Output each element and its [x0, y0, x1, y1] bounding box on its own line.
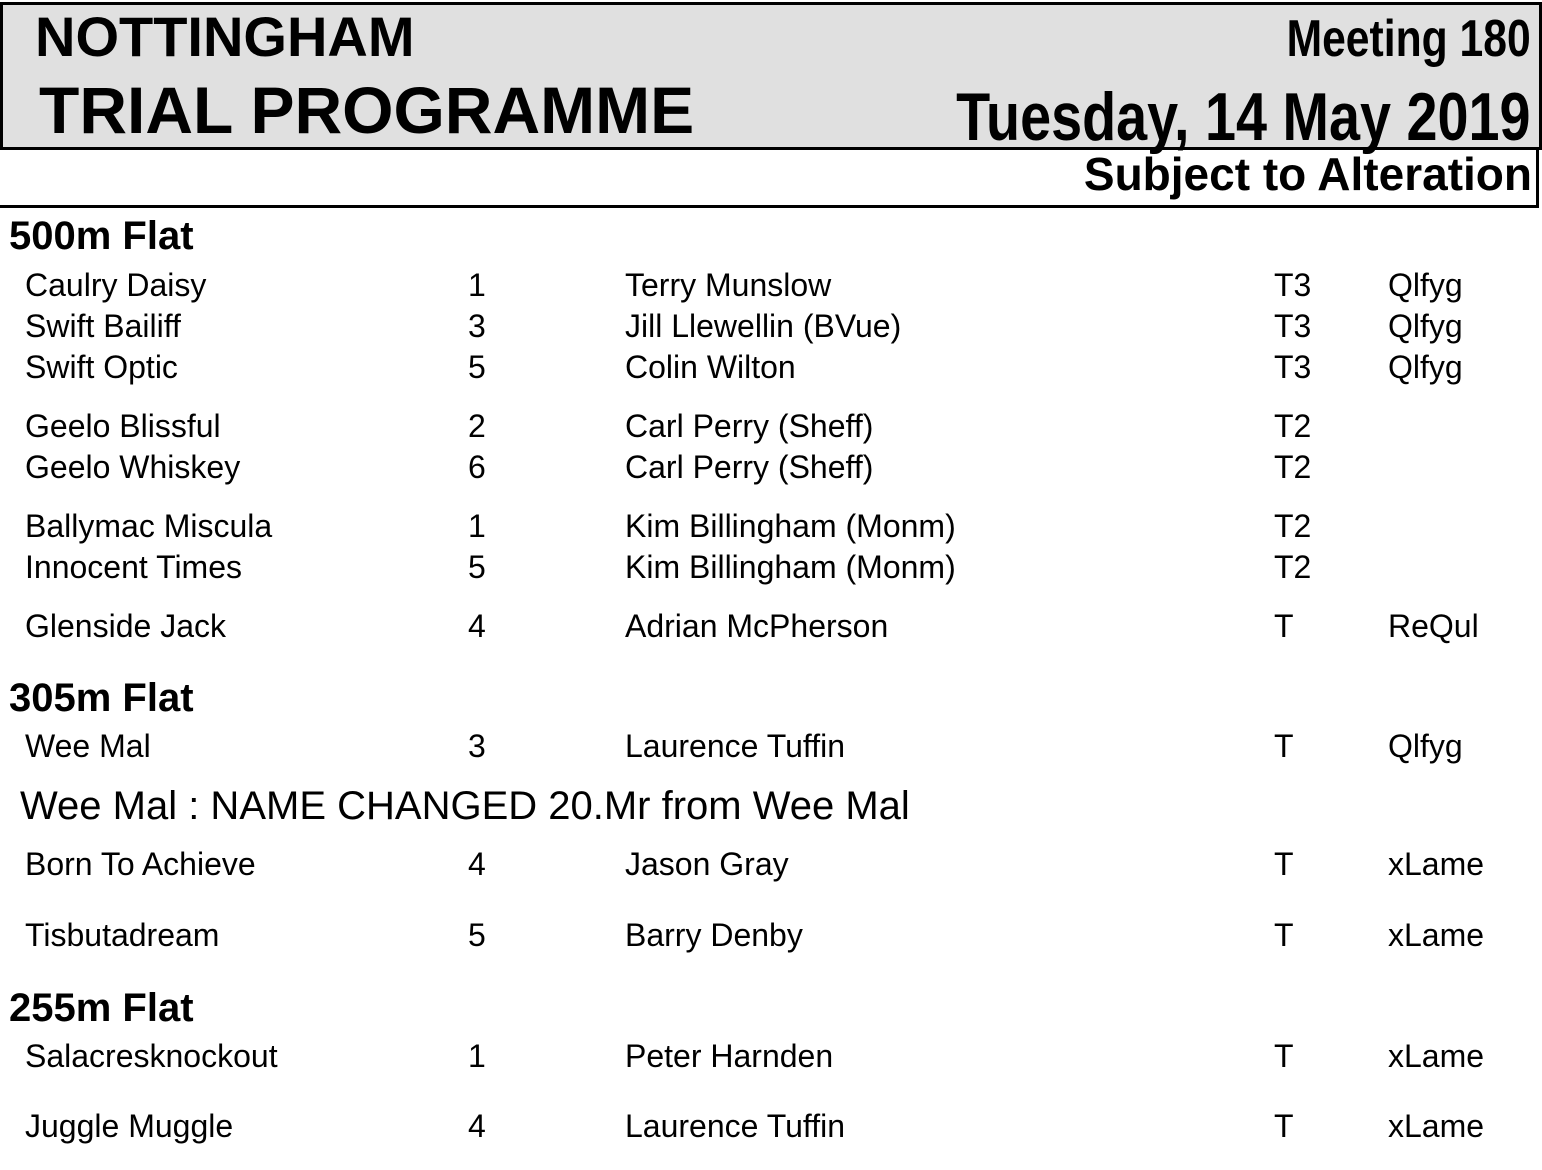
dog-name: Swift Optic [25, 349, 178, 385]
trap-number: 1 [468, 267, 486, 303]
trap-number: 4 [468, 608, 486, 644]
trial-row [0, 447, 1542, 487]
trial-remark: Qlfyg [1388, 349, 1463, 385]
trial-grade: T3 [1274, 349, 1312, 385]
trial-row [0, 506, 1542, 546]
trial-row [0, 844, 1542, 884]
trial-remark: xLame [1388, 917, 1485, 953]
section-heading-305m: 305m Flat [9, 676, 194, 720]
trainer-name: Carl Perry (Sheff) [625, 449, 874, 485]
trial-grade: T2 [1274, 508, 1312, 544]
trap-number: 5 [468, 349, 486, 385]
trainer-name: Carl Perry (Sheff) [625, 408, 874, 444]
trial-grade: T [1274, 1038, 1294, 1074]
trainer-name: Barry Denby [625, 917, 803, 953]
subject-to-alteration: Subject to Alteration [1083, 148, 1532, 200]
section-heading-500m: 500m Flat [9, 214, 194, 258]
meeting-date: Tuesday, 14 May 2019 [956, 79, 1531, 155]
trial-grade: T3 [1274, 267, 1312, 303]
trainer-name: Adrian McPherson [625, 608, 889, 644]
header-box [0, 2, 1542, 155]
trap-number: 1 [468, 508, 486, 544]
venue-name: NOTTINGHAM [35, 5, 415, 68]
dog-name: Swift Bailiff [25, 308, 181, 344]
trainer-name: Peter Harnden [625, 1038, 834, 1074]
trial-grade: T2 [1274, 549, 1312, 585]
trial-row [0, 1036, 1542, 1076]
dog-name: Born To Achieve [25, 846, 256, 882]
trial-row [0, 915, 1542, 955]
subtitle-box [0, 147, 1539, 208]
trap-number: 3 [468, 308, 486, 344]
trial-remark: xLame [1388, 1108, 1485, 1144]
trainer-name: Terry Munslow [625, 267, 832, 303]
trial-grade: T2 [1274, 408, 1312, 444]
trial-row [0, 547, 1542, 587]
trial-grade: T [1274, 1108, 1294, 1144]
dog-name: Geelo Blissful [25, 408, 221, 444]
trap-number: 5 [468, 917, 486, 953]
trainer-name: Kim Billingham (Monm) [625, 549, 956, 585]
trap-number: 6 [468, 449, 486, 485]
dog-name: Tisbutadream [25, 917, 220, 953]
trial-remark: xLame [1388, 1038, 1485, 1074]
trap-number: 2 [468, 408, 486, 444]
trial-remark: Qlfyg [1388, 267, 1463, 303]
trial-remark: ReQul [1388, 608, 1479, 644]
dog-name: Caulry Daisy [25, 267, 207, 303]
trainer-name: Jill Llewellin (BVue) [625, 308, 902, 344]
dog-name: Innocent Times [25, 549, 242, 585]
dog-name: Wee Mal [25, 728, 151, 764]
trial-row [0, 306, 1542, 346]
trainer-name: Laurence Tuffin [625, 728, 846, 764]
dog-name: Glenside Jack [25, 608, 226, 644]
trial-grade: T2 [1274, 449, 1312, 485]
dog-name: Geelo Whiskey [25, 449, 241, 485]
trial-grade: T [1274, 917, 1294, 953]
programme-title: TRIAL PROGRAMME [39, 73, 695, 147]
trial-grade: T [1274, 846, 1294, 882]
trial-grade: T [1274, 608, 1294, 644]
trial-remark: xLame [1388, 846, 1485, 882]
trial-remark: Qlfyg [1388, 728, 1463, 764]
trap-number: 4 [468, 1108, 486, 1144]
trial-row [0, 406, 1542, 446]
trap-number: 1 [468, 1038, 486, 1074]
trainer-name: Laurence Tuffin [625, 1108, 846, 1144]
meeting-number: Meeting 180 [1286, 10, 1531, 68]
trap-number: 3 [468, 728, 486, 764]
trap-number: 4 [468, 846, 486, 882]
section-heading-255m: 255m Flat [9, 986, 194, 1030]
trial-row [0, 606, 1542, 646]
trial-remark: Qlfyg [1388, 308, 1463, 344]
trial-grade: T3 [1274, 308, 1312, 344]
name-change-note: Wee Mal : NAME CHANGED 20.Mr from Wee Mal [20, 784, 910, 828]
trial-grade: T [1274, 728, 1294, 764]
trial-row [0, 265, 1542, 305]
trainer-name: Kim Billingham (Monm) [625, 508, 956, 544]
dog-name: Ballymac Miscula [25, 508, 273, 544]
dog-name: Juggle Muggle [25, 1108, 234, 1144]
trial-row [0, 347, 1542, 387]
trainer-name: Jason Gray [625, 846, 789, 882]
trainer-name: Colin Wilton [625, 349, 796, 385]
dog-name: Salacresknockout [25, 1038, 278, 1074]
trial-row [0, 1106, 1542, 1146]
trap-number: 5 [468, 549, 486, 585]
trial-row [0, 726, 1542, 766]
